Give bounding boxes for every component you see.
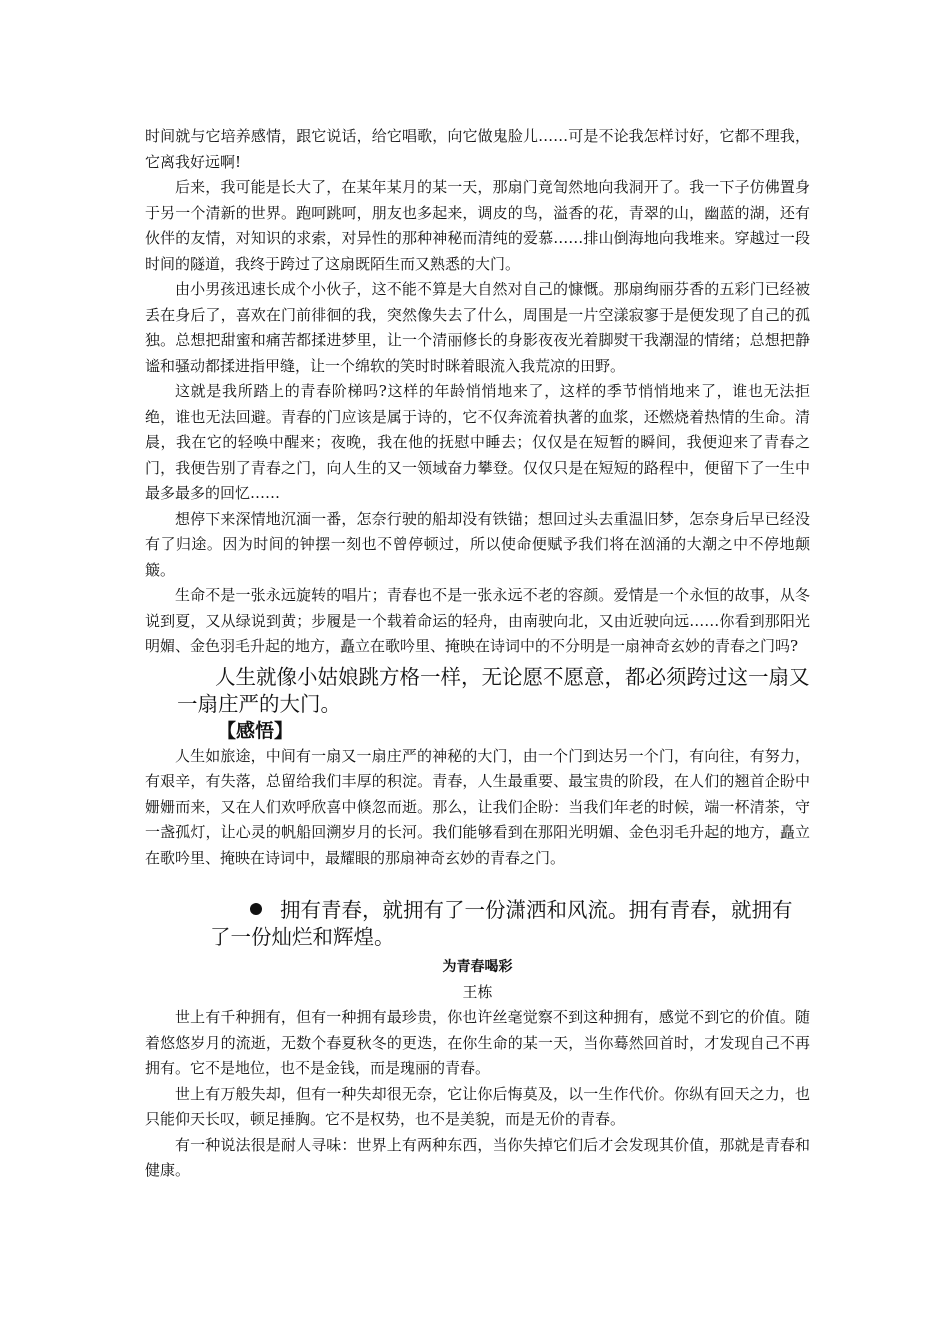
article-paragraph: 有一种说法很是耐人寻味：世界上有两种东西，当你失掉它们后才会发现其价值，那就是青春和健康。 <box>145 1135 810 1179</box>
article-title: 为青春喝彩 <box>442 959 513 975</box>
paragraph: 生命不是一张永远旋转的唱片；青春也不是一张永远不老的容颜。爱情是一个永恒的故事，从冬说到夏，又从绿说到黄；步履是一个载着命运的轻舟，由南驶向北，又由近驶向远……你看到那阳光明媚、金色羽毛升起的地方，矗立在歌吟里、掩映在诗词中的不分明是一扇神奇玄妙的青春之门吗? <box>145 586 810 655</box>
bullet-icon <box>250 903 262 915</box>
article-author: 王栋 <box>462 983 493 1001</box>
paragraph: 由小男孩迅速长成个小伙子，这不能不算是大自然对自己的慷慨。那扇绚丽芬香的五彩门已经被丢在身后了，喜欢在门前徘徊的我，突然像失去了什么，周围是一片空漾寂寥于是便发现了自己的孤独。总想把甜蜜和痛苦都揉进梦里，让一个清丽修长的身影夜夜光着脚熨干我潮湿的情绪；总想把静谧和骚动都揉进指甲缝，让一个绵软的笑时时眯着眼流入我荒凉的田野。 <box>145 280 810 375</box>
section-heading: 【感悟】 <box>217 719 294 742</box>
bullet-quote-text: 拥有青春，就拥有了一份潇洒和风流。拥有青春，就拥有了一份灿烂和辉煌。 <box>210 898 793 949</box>
document-page <box>145 124 810 1184</box>
bullet-quote <box>145 897 810 951</box>
paragraph: 想停下来深情地沉湎一番，怎奈行驶的船却没有铁锚；想回过头去重温旧梦，怎奈身后早已经没有了归途。因为时间的钟摆一刻也不曾停顿过，所以使命便赋予我们将在汹涌的大潮之中不停地颠簸。 <box>145 509 810 579</box>
paragraph: 这就是我所踏上的青春阶梯吗?这样的年龄悄悄地来了，这样的季节悄悄地来了，谁也无法拒绝，谁也无法回避。青春的门应该是属于诗的，它不仅奔流着执著的血浆，还燃烧着热情的生命。清晨，我在它的轻唤中醒来；夜晚，我在他的抚慰中睡去；仅仅是在短暂的瞬间，我便迎来了青春之门，我便告别了青春之门，向人生的又一领域奋力攀登。仅仅只是在短短的路程中，便留下了一生中最多最多的回忆…… <box>145 382 810 502</box>
insight-paragraph: 人生如旅途，中间有一扇又一扇庄严的神秘的大门，由一个门到达另一个门，有向往，有努力，有艰辛，有失落，总留给我们丰厚的积淀。青春，人生最重要、最宝贵的阶段，在人们的翘首企盼中姗姗而来，又在人们欢呼欣喜中倏忽而逝。那么，让我们企盼：当我们年老的时候，端一杯清茶，守一盏孤灯，让心灵的帆船回溯岁月的长河。我们能够看到在那阳光明媚、金色羽毛升起的地方，矗立在歌吟里、掩映在诗词中，最耀眼的那扇神奇玄妙的青春之门。 <box>145 746 810 867</box>
paragraph-continued: 时间就与它培养感情，跟它说话，给它唱歌，向它做鬼脸儿……可是不论我怎样讨好，它都不理我，它离我好远啊! <box>145 127 810 171</box>
paragraph: 后来，我可能是长大了，在某年某月的某一天，那扇门竟訇然地向我洞开了。我一下子仿佛置身于另一个清新的世界。跑呵跳呵，朋友也多起来，调皮的鸟，溢香的花，青翠的山，幽蓝的湖，还有伙伴的友情，对知识的求索，对异性的那种神秘而清纯的爱慕……排山倒海地向我堆来。穿越过一段时间的隧道，我终于跨过了这扇既陌生而又熟悉的大门。 <box>145 178 810 273</box>
article-paragraph: 世上有万般失却，但有一种失却很无奈，它让你后悔莫及，以一生作代价。你纵有回天之力，也只能仰天长叹，顿足捶胸。它不是权势，也不是美貌，而是无价的青春。 <box>145 1084 810 1128</box>
highlight-quote: 人生就像小姑娘跳方格一样，无论愿不愿意，都必须跨过这一扇又一扇庄严的大门。 <box>177 664 810 716</box>
article-paragraph: 世上有千种拥有，但有一种拥有最珍贵，你也许丝毫觉察不到这种拥有，感觉不到它的价值。随着悠悠岁月的流逝，无数个春夏秋冬的更迭，在你生命的某一天，当你蓦然回首时，才发现自己不再拥有。它不是地位，也不是金钱，而是瑰丽的青春。 <box>145 1008 810 1077</box>
